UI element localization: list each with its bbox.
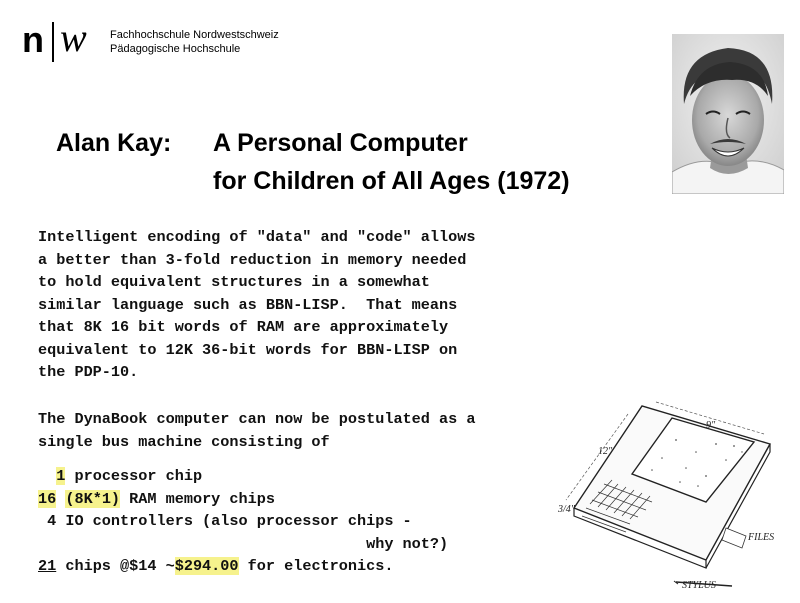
- dynabook-sketch: [556, 400, 788, 598]
- component-io: 4 IO controllers (also processor chips -: [38, 512, 412, 530]
- memo-spacer: [38, 453, 475, 465]
- component-ram: [38, 488, 475, 511]
- memo-line: similar language such as BBN-LISP. That means: [38, 295, 458, 314]
- dimension-length-label: 12": [598, 446, 613, 457]
- memo-line: equivalent to 12K 36-bit words for BBN-LISP on: [38, 340, 458, 359]
- institution-line-2: Pädagogische Hochschule: [110, 43, 241, 55]
- total-mid: chips @$14 ~: [56, 557, 175, 575]
- portrait-photo: [672, 34, 784, 194]
- logo-letter-n: n: [22, 19, 44, 60]
- highlight-ram-spec: (8K*1): [65, 489, 121, 508]
- institution-line-1: Fachhochschule Nordwestschweiz: [110, 29, 279, 41]
- title-prefix: Alan Kay:: [56, 129, 172, 157]
- dimension-width-label: 9": [706, 420, 716, 431]
- dimension-thickness-label: 3/4": [558, 504, 575, 515]
- typewritten-memo: [38, 226, 475, 384]
- memo-line: that 8K 16 bit words of RAM are approximately: [38, 318, 449, 336]
- title-line-1: A Personal Computer: [213, 129, 468, 157]
- total-count: 21: [38, 557, 57, 575]
- portrait-illustration: [672, 34, 784, 194]
- ram-text: RAM memory chips: [120, 489, 275, 508]
- memo-line: to hold equivalent structures in a somewhat: [38, 273, 430, 291]
- memo-line: the PDP-10.: [38, 363, 139, 381]
- total-tail: for electronics.: [238, 557, 394, 575]
- memo-line: Intelligent encoding of "data" and "code" allows: [38, 228, 476, 246]
- highlight-total-price: $294.00: [174, 557, 239, 575]
- files-label: FILES: [748, 532, 775, 543]
- institution-name: [110, 28, 279, 56]
- title-line-2: for Children of All Ages (1972): [213, 167, 570, 195]
- memo-line: The DynaBook computer can now be postulated as a: [38, 410, 476, 428]
- memo-line: single bus machine consisting of: [38, 432, 330, 451]
- component-io-continued: why not?): [38, 534, 449, 553]
- stylus-label: STYLUS: [682, 580, 716, 591]
- dynabook-drawing: [556, 400, 788, 598]
- highlight-ram-count: 16: [38, 489, 57, 508]
- highlight-processor-count: 1: [56, 467, 66, 485]
- memo-line: a better than 3-fold reduction in memory needed: [38, 250, 467, 269]
- typewritten-memo-part-2: [38, 408, 475, 578]
- logo-letter-w: w: [60, 15, 87, 60]
- component-total: [38, 555, 475, 578]
- logo-divider: [52, 22, 54, 62]
- processor-text: processor chip: [65, 467, 203, 485]
- component-processor: [38, 465, 475, 488]
